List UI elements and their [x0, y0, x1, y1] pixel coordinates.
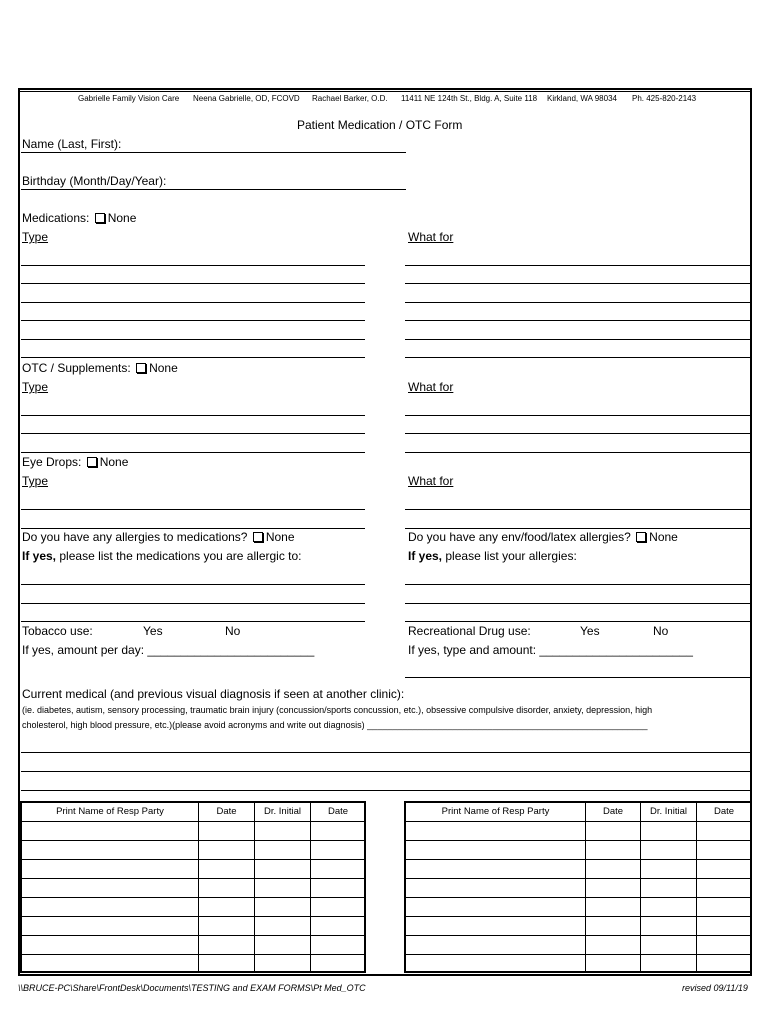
checkbox-icon[interactable]: [253, 532, 263, 542]
table-row: [21, 840, 365, 841]
medications-label: Medications: None: [22, 211, 137, 225]
signoff-table-right: [404, 801, 752, 973]
table-row: [405, 954, 751, 955]
med-line-l[interactable]: [21, 283, 365, 284]
birthday-label: Birthday (Month/Day/Year):: [22, 174, 167, 188]
form-title: Patient Medication / OTC Form: [297, 118, 463, 132]
signoff-table-left: [20, 801, 366, 973]
medications-whatfor-header: What for: [408, 230, 454, 244]
otc-line-l[interactable]: [21, 415, 365, 416]
med-allergy-question: Do you have any allergies to medications? None: [22, 530, 295, 544]
table-row: [21, 821, 365, 822]
table-row: [21, 916, 365, 917]
table-divider: [198, 802, 199, 972]
med-line-r[interactable]: [405, 357, 751, 358]
birthday-line[interactable]: [21, 189, 406, 190]
med-line-l[interactable]: [21, 265, 365, 266]
doctor-1: Neena Gabrielle, OD, FCOVD: [193, 94, 300, 103]
medical-label: Current medical (and previous visual diagnosis if seen at another clinic):: [22, 687, 405, 701]
allergy-line-r[interactable]: [405, 603, 751, 604]
eye-drops-whatfor-header: What for: [408, 474, 454, 488]
col-dr-initial: Dr. Initial: [650, 806, 687, 817]
doctor-2: Rachael Barker, O.D.: [312, 94, 388, 103]
footer-path: \\BRUCE-PC\Share\FrontDesk\Documents\TESTING and EXAM FORMS\Pt Med_OTC: [18, 983, 366, 993]
drug-amount: If yes, type and amount: _______________________: [408, 643, 693, 657]
medical-examples-1: (ie. diabetes, autism, sensory processing, traumatic brain injury (concussion/sports concussion, etc.), obsessive compulsive disorder, anxiety, depression, high: [22, 705, 653, 715]
drops-line-l[interactable]: [21, 509, 365, 510]
med-line-r[interactable]: [405, 302, 751, 303]
table-row: [405, 935, 751, 936]
city: Kirkland, WA 98034: [547, 94, 617, 103]
eye-drops-label: Eye Drops: None: [22, 455, 129, 469]
col-date-2: Date: [713, 806, 735, 817]
med-line-r[interactable]: [405, 339, 751, 340]
table-row: [405, 916, 751, 917]
col-print-name: Print Name of Resp Party: [56, 806, 164, 817]
otc-whatfor-header: What for: [408, 380, 454, 394]
eye-drops-type-header: Type: [22, 474, 49, 488]
medical-line[interactable]: [21, 790, 751, 791]
table-row: [21, 897, 365, 898]
drug-yes[interactable]: Yes: [580, 624, 600, 638]
tobacco-label: Tobacco use:: [22, 624, 93, 638]
otc-line-l[interactable]: [21, 452, 365, 453]
table-divider: [696, 802, 697, 972]
col-date-2: Date: [327, 806, 349, 817]
otc-line-r[interactable]: [405, 433, 751, 434]
med-line-r[interactable]: [405, 283, 751, 284]
otc-line-r[interactable]: [405, 415, 751, 416]
medications-type-header: Type: [22, 230, 49, 244]
table-row: [405, 897, 751, 898]
otc-label: OTC / Supplements: None: [22, 361, 178, 375]
phone: Ph. 425-820-2143: [632, 94, 697, 103]
drug-no[interactable]: No: [653, 624, 669, 638]
checkbox-icon[interactable]: [636, 532, 646, 542]
allergy-line-l[interactable]: [21, 621, 365, 622]
col-dr-initial: Dr. Initial: [264, 806, 301, 817]
address: 11411 NE 124th St., Bldg. A, Suite 118: [401, 94, 538, 103]
env-allergy-instruction: If yes, please list your allergies:: [408, 549, 577, 563]
tobacco-no[interactable]: No: [225, 624, 241, 638]
drops-line-r[interactable]: [405, 509, 751, 510]
table-divider: [640, 802, 641, 972]
allergy-line-l[interactable]: [21, 603, 365, 604]
table-divider: [254, 802, 255, 972]
med-line-l[interactable]: [21, 320, 365, 321]
medical-examples-2: cholesterol, high blood pressure, etc.)(please avoid acronyms and write out diagnosis) ________________________________________________________: [22, 720, 648, 730]
col-date: Date: [602, 806, 624, 817]
otc-type-header: Type: [22, 380, 49, 394]
table-divider: [310, 802, 311, 972]
drops-line-l[interactable]: [21, 528, 365, 529]
table-row: [21, 935, 365, 936]
medical-line[interactable]: [21, 752, 751, 753]
table-row: [405, 840, 751, 841]
table-row: [21, 878, 365, 879]
med-line-l[interactable]: [21, 339, 365, 340]
table-row: [405, 859, 751, 860]
drops-line-r[interactable]: [405, 528, 751, 529]
med-line-r[interactable]: [405, 265, 751, 266]
allergy-line-r[interactable]: [405, 584, 751, 585]
checkbox-icon[interactable]: [87, 457, 97, 467]
otc-line-l[interactable]: [21, 433, 365, 434]
otc-line-r[interactable]: [405, 452, 751, 453]
allergy-line-l[interactable]: [21, 584, 365, 585]
table-row: [21, 859, 365, 860]
allergy-line-r[interactable]: [405, 621, 751, 622]
header-rule: [18, 91, 752, 92]
env-allergy-question: Do you have any env/food/latex allergies? None: [408, 530, 678, 544]
tobacco-yes[interactable]: Yes: [143, 624, 163, 638]
col-date: Date: [216, 806, 237, 817]
checkbox-icon[interactable]: [95, 213, 105, 223]
med-allergy-instruction: If yes, please list the medications you are allergic to:: [22, 549, 302, 563]
name-line[interactable]: [21, 152, 406, 153]
footer-revised: revised 09/11/19: [682, 983, 748, 993]
table-row: [405, 821, 751, 822]
table-divider: [585, 802, 586, 972]
medical-line[interactable]: [21, 771, 751, 772]
tobacco-amount: If yes, amount per day: _________________________: [22, 643, 315, 657]
name-label: Name (Last, First):: [22, 137, 122, 151]
med-line-l[interactable]: [21, 357, 365, 358]
checkbox-icon[interactable]: [136, 363, 146, 373]
table-row: [405, 878, 751, 879]
practice-name: Gabrielle Family Vision Care: [78, 94, 180, 103]
col-print-name: Print Name of Resp Party: [441, 806, 550, 817]
drug-label: Recreational Drug use:: [408, 624, 531, 638]
drug-line[interactable]: [405, 677, 751, 678]
table-row: [21, 954, 365, 955]
med-line-l[interactable]: [21, 302, 365, 303]
med-line-r[interactable]: [405, 320, 751, 321]
